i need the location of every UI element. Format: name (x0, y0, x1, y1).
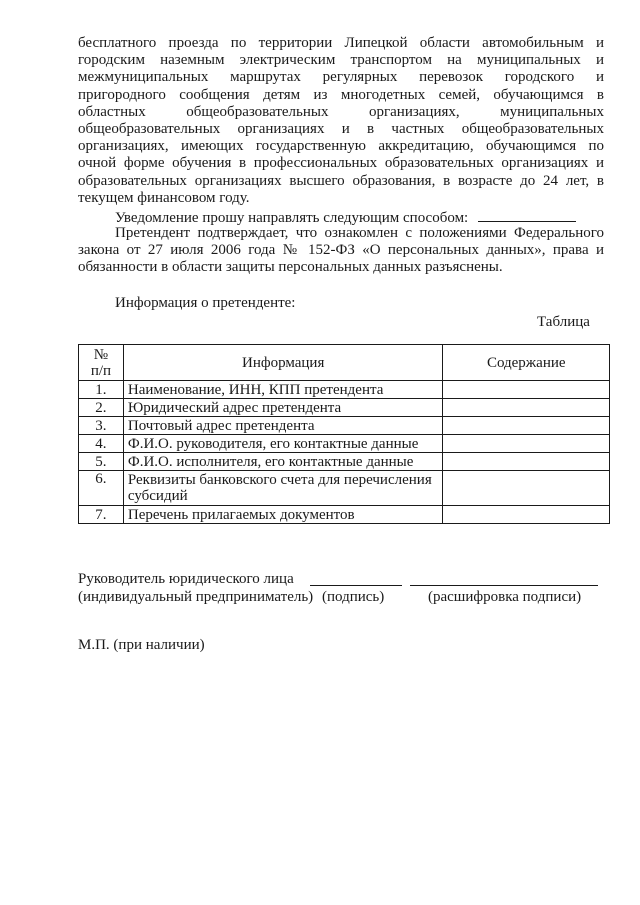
applicant-info-table (78, 344, 610, 524)
table-row (79, 417, 610, 435)
intro-line: городским наземным электрическим транспортом на муниципальных и (78, 52, 604, 69)
signature-label: (подпись) (322, 589, 385, 605)
applicant-info-heading: Информация о претенденте: (115, 295, 296, 311)
row-info: Наименование, ИНН, КПП претендента (123, 381, 443, 399)
row-content-cell[interactable] (443, 435, 610, 453)
row-content-cell[interactable] (443, 417, 610, 435)
signature-field[interactable] (310, 571, 402, 586)
row-number: 1. (79, 381, 124, 399)
table-row (79, 506, 610, 524)
consent-line: Претендент подтверждает, что ознакомлен с положениями Федерального (115, 225, 604, 241)
row-info: Почтовый адрес претендента (123, 417, 443, 435)
row-info: Юридический адрес претендента (123, 399, 443, 417)
row-info: Ф.И.О. исполнителя, его контактные данные (123, 453, 443, 471)
intro-line: организациях, имеющих государственную аккредитацию, обучающимся по (78, 138, 604, 155)
intro-line: общеобразовательных организациях и в частных общеобразовательных (78, 120, 604, 137)
stamp-note: М.П. (при наличии) (78, 637, 205, 653)
table-row (79, 435, 610, 453)
notice-method-field[interactable] (478, 207, 576, 222)
notice-text: Уведомление прошу направлять следующим способом: (115, 210, 469, 226)
signature-decoding-label: (расшифровка подписи) (428, 589, 582, 605)
intro-line: очной форме обучения в профессиональных образовательных организациях и (78, 155, 604, 172)
signature-subtitle: (индивидуальный предприниматель) (78, 589, 314, 605)
row-number: 4. (79, 435, 124, 453)
row-content-cell[interactable] (443, 381, 610, 399)
row-number: 5. (79, 453, 124, 471)
intro-line: областных общеобразовательных организациях, муниципальных (78, 103, 604, 120)
row-number: 6. (79, 471, 124, 506)
row-content-cell[interactable] (443, 453, 610, 471)
row-info: Реквизиты банковского счета для перечисления субсидий (123, 471, 443, 506)
consent-line: обязанности в области защиты персональных данных разъяснены. (78, 259, 503, 276)
intro-line: текущем финансовом году. (78, 189, 250, 206)
row-content-cell[interactable] (443, 399, 610, 417)
intro-line: межмуниципальных маршрутах регулярных перевозок городского и (78, 69, 604, 86)
header-num-label: п/п (90, 362, 112, 379)
intro-line: бесплатного проезда по территории Липецкой области автомобильным и (78, 35, 604, 51)
signature-title: Руководитель юридического лица (78, 571, 294, 587)
intro-paragraph (78, 35, 604, 207)
consent-line: закона от 27 июля 2006 года № 152-ФЗ «О персональных данных», права и (78, 242, 604, 259)
row-info: Ф.И.О. руководителя, его контактные данные (123, 435, 443, 453)
row-number: 2. (79, 399, 124, 417)
table-row (79, 399, 610, 417)
intro-line: пригородного сообщения детям из многодетных семей, обучающимся в (78, 86, 604, 103)
row-number: 7. (79, 506, 124, 524)
table-row (79, 453, 610, 471)
table-row (79, 471, 610, 506)
signature-decoding-field[interactable] (410, 571, 598, 586)
row-info: Перечень прилагаемых документов (123, 506, 443, 524)
table-header-content: Содержание (443, 345, 610, 381)
table-header-info: Информация (123, 345, 443, 381)
row-number: 3. (79, 417, 124, 435)
row-content-cell[interactable] (443, 471, 610, 506)
row-content-cell[interactable] (443, 506, 610, 524)
table-row (79, 381, 610, 399)
intro-line: образовательных организациях высшего образования, в возрасте до 24 лет, в (78, 172, 604, 189)
notice-line (115, 207, 576, 227)
table-header-num (79, 345, 124, 381)
table-caption: Таблица (537, 314, 590, 330)
consent-paragraph (78, 225, 604, 277)
header-num-symbol: № (93, 346, 109, 363)
table-header-row (79, 345, 610, 381)
